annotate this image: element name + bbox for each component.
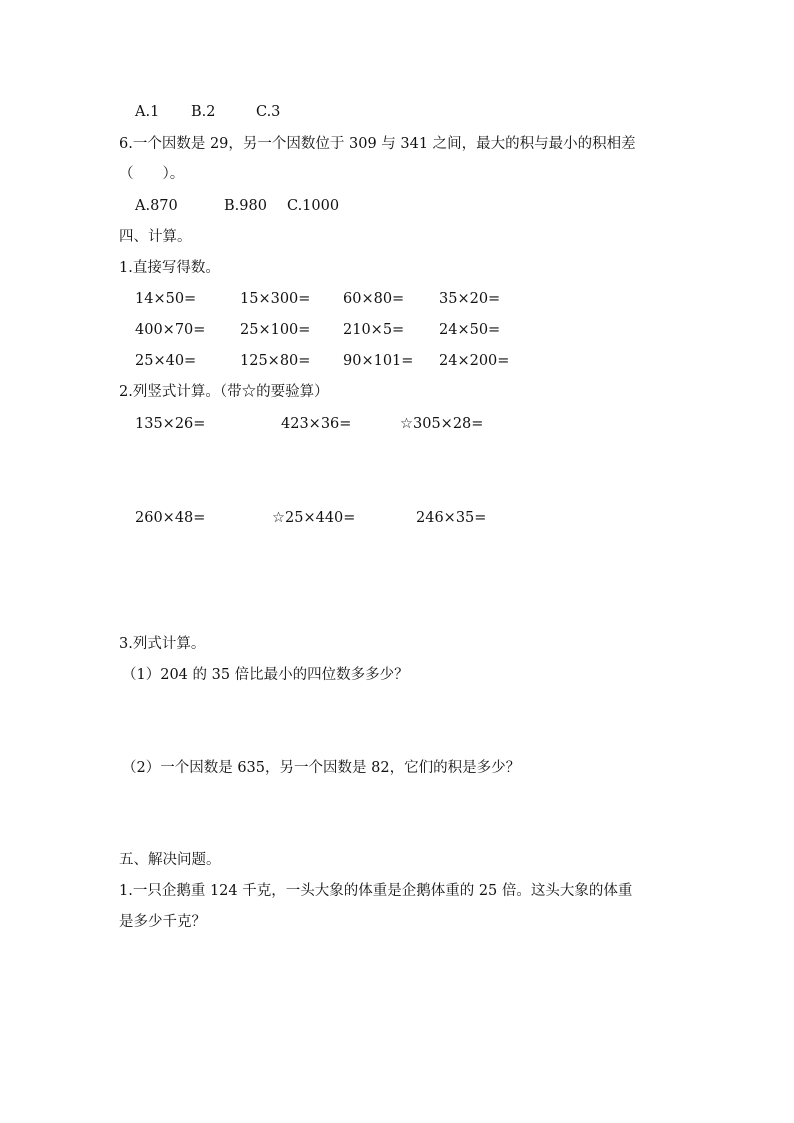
oral-calc-item: 24×200=: [439, 353, 510, 369]
vertical-calc-item: 423×36=: [281, 416, 352, 432]
q6-question: 6.一个因数是 29，另一个因数位于 309 与 341 之间，最大的积与最小的积相差: [119, 136, 636, 152]
q6-option-c: C.1000: [287, 198, 340, 214]
oral-calc-item: 24×50=: [439, 322, 501, 338]
oral-calc-item: 60×80=: [343, 291, 405, 307]
oral-calc-item: 90×101=: [343, 353, 414, 369]
section5-title: 五、解决问题。: [119, 852, 221, 868]
problem1-line2: 是多少千克？: [119, 914, 206, 930]
part1-title: 1.直接写得数。: [119, 260, 220, 276]
vertical-calc-item: 260×48=: [135, 510, 206, 526]
vertical-calc-item: 246×35=: [416, 510, 487, 526]
section4-title: 四、计算。: [119, 229, 192, 245]
oral-calc-item: 25×40=: [135, 353, 197, 369]
q6-option-b: B.980: [224, 198, 267, 214]
problem1-line1: 1.一只企鹅重 124 千克，一头大象的体重是企鹅体重的 25 倍。这头大象的体重: [119, 883, 633, 899]
vertical-calc-item: ☆25×440=: [272, 510, 356, 526]
q6-option-a: A.870: [135, 198, 178, 214]
part2-title: 2.列竖式计算。（带☆的要验算）: [119, 384, 329, 400]
part3-question-1: （1）204 的 35 倍比最小的四位数多多少？: [122, 667, 409, 683]
oral-calc-item: 25×100=: [240, 322, 311, 338]
q5-option-b: B.2: [191, 104, 216, 120]
vertical-calc-item: ☆305×28=: [400, 416, 484, 432]
oral-calc-item: 14×50=: [135, 291, 197, 307]
oral-calc-item: 35×20=: [439, 291, 501, 307]
vertical-calc-item: 135×26=: [135, 416, 206, 432]
q6-blank: （ ）。: [119, 166, 185, 182]
oral-calc-item: 210×5=: [343, 322, 405, 338]
oral-calc-item: 400×70=: [135, 322, 206, 338]
oral-calc-item: 125×80=: [240, 353, 311, 369]
part3-question-2: （2）一个因数是 635，另一个因数是 82，它们的积是多少？: [122, 760, 521, 776]
oral-calc-item: 15×300=: [240, 291, 311, 307]
q5-option-a: A.1: [135, 104, 160, 120]
part3-title: 3.列式计算。: [119, 636, 206, 652]
q5-option-c: C.3: [256, 104, 281, 120]
